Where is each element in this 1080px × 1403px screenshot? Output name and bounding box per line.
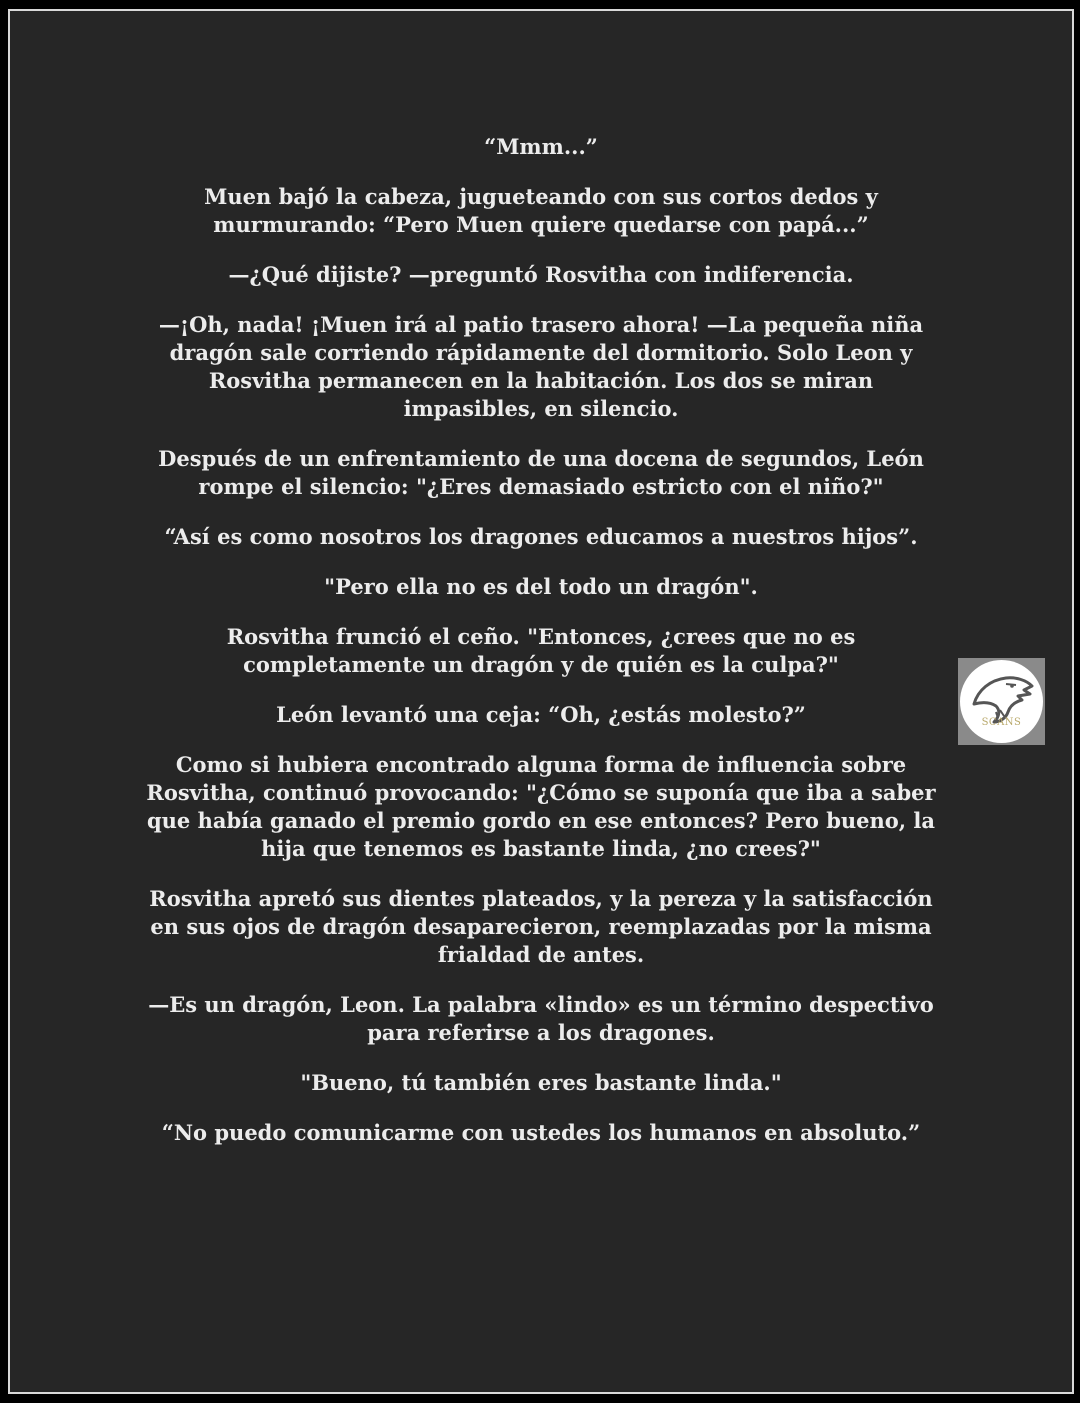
paragraph: “Así es como nosotros los dragones educamos a nuestros hijos”. — [164, 524, 918, 549]
paragraph: —Es un dragón, Leon. La palabra «lindo» es un término despectivo para referirse a los dragones. — [148, 992, 934, 1045]
paragraph: Muen bajó la cabeza, jugueteando con sus cortos dedos y murmurando: “Pero Muen quiere quedarse con papá...” — [204, 184, 878, 237]
paragraph: “No puedo comunicarme con ustedes los humanos en absoluto.” — [161, 1120, 921, 1145]
watermark-circle — [960, 660, 1043, 743]
paragraph: Después de un enfrentamiento de una docena de segundos, León rompe el silencio: "¿Eres demasiado estricto con el niño?" — [158, 446, 924, 499]
watermark-logo — [958, 658, 1045, 745]
page-panel — [8, 9, 1074, 1394]
paragraph: "Bueno, tú también eres bastante linda." — [300, 1070, 782, 1095]
paragraph: “Mmm...” — [484, 134, 598, 159]
paragraph: Como si hubiera encontrado alguna forma de influencia sobre Rosvitha, continuó provocando: "¿Cómo se suponía que iba a saber que había ganado el premio gordo en ese entonces? Pero bueno, la hija que tenemos es bastante linda, ¿no crees?" — [146, 752, 936, 861]
story-text — [146, 133, 936, 1169]
paragraph: "Pero ella no es del todo un dragón". — [324, 574, 758, 599]
dinosaur-logo-icon — [960, 660, 1043, 743]
paragraph: —¿Qué dijiste? —preguntó Rosvitha con indiferencia. — [228, 262, 854, 287]
paragraph: Rosvitha frunció el ceño. "Entonces, ¿crees que no es completamente un dragón y de quién es la culpa?" — [226, 624, 856, 677]
paragraph: Rosvitha apretó sus dientes plateados, y la pereza y la satisfacción en sus ojos de dragón desaparecieron, reemplazadas por la misma frialdad de antes. — [149, 886, 933, 967]
watermark-label: SCANS — [981, 717, 1022, 728]
paragraph: —¡Oh, nada! ¡Muen irá al patio trasero ahora! —La pequeña niña dragón sale corriendo rápidamente del dormitorio. Solo Leon y Rosvitha permanecen en la habitación. Los dos se miran impasibles, en silencio. — [158, 312, 924, 421]
paragraph: León levantó una ceja: “Oh, ¿estás molesto?” — [276, 702, 806, 727]
